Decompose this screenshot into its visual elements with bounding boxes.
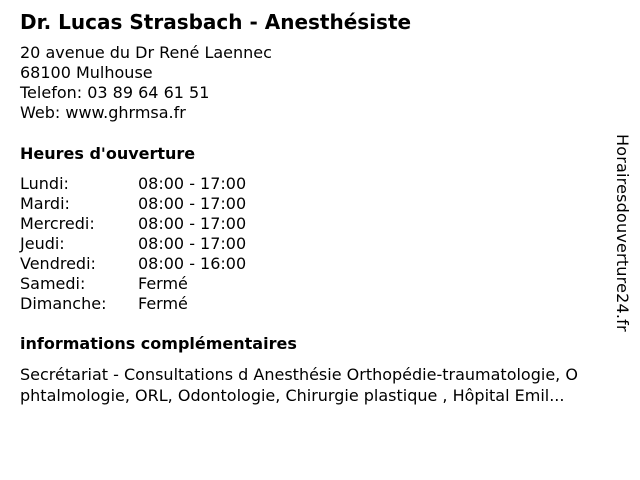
opening-hours-list (20, 174, 246, 314)
info-line: phtalmologie, ORL, Odontologie, Chirurgie plastique , Hôpital Emil... (20, 386, 565, 405)
info-description (20, 364, 630, 406)
day-label: Mercredi: (20, 214, 95, 233)
hours-row-wednesday (20, 214, 246, 234)
hours-row-saturday (20, 274, 246, 294)
day-label: Mardi: (20, 194, 70, 213)
day-label: Jeudi: (20, 234, 65, 253)
day-hours: Fermé (138, 294, 188, 313)
day-hours: 08:00 - 16:00 (138, 254, 247, 273)
site-watermark: Horairesdouverture24.fr (613, 134, 632, 332)
hours-row-monday (20, 174, 246, 194)
day-label: Dimanche: (20, 294, 107, 313)
address-block (20, 43, 272, 123)
city-postcode: 68100 Mulhouse (20, 63, 153, 82)
hours-row-thursday (20, 234, 246, 254)
day-hours: Fermé (138, 274, 188, 293)
phone-number: Telefon: 03 89 64 61 51 (20, 83, 210, 102)
website-link[interactable]: Web: www.ghrmsa.fr (20, 103, 186, 122)
hours-row-sunday (20, 294, 246, 314)
day-hours: 08:00 - 17:00 (138, 234, 247, 253)
info-line: Secrétariat - Consultations d Anesthésie Orthopédie-traumatologie, O (20, 365, 578, 384)
day-hours: 08:00 - 17:00 (138, 194, 247, 213)
day-hours: 08:00 - 17:00 (138, 214, 247, 233)
day-label: Vendredi: (20, 254, 96, 273)
day-label: Lundi: (20, 174, 69, 193)
street-address: 20 avenue du Dr René Laennec (20, 43, 272, 62)
day-hours: 08:00 - 17:00 (138, 174, 247, 193)
day-label: Samedi: (20, 274, 86, 293)
hours-row-tuesday (20, 194, 246, 214)
hours-row-friday (20, 254, 246, 274)
info-heading: informations complémentaires (20, 334, 297, 353)
page-title: Dr. Lucas Strasbach - Anesthésiste (20, 10, 412, 34)
hours-heading: Heures d'ouverture (20, 144, 196, 163)
